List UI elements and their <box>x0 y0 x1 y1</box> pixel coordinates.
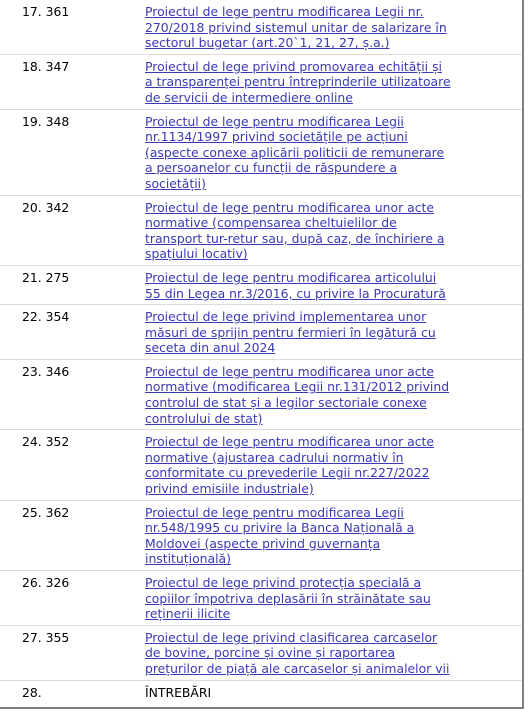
item-title-link[interactable]: Proiectul de lege pentru modificarea unor acte normative (modificarea Legii nr.131/2012 privind controlul de stat și a legilor sectoriale conexe controlului de stat) <box>145 363 450 426</box>
item-title-link[interactable]: Proiectul de lege pentru modificarea Legii nr.1134/1997 privind societățile pe acțiuni (aspecte conexe aplicării politicii de remunerare a persoanelor cu funcții de răspundere a societății) <box>145 113 445 191</box>
questions-heading: ÎNTREBĂRI <box>145 680 522 704</box>
agenda-row <box>0 500 522 570</box>
agenda-row <box>0 109 522 195</box>
agenda-row <box>0 0 522 54</box>
agenda-row-questions <box>0 680 522 704</box>
agenda-row <box>0 359 522 429</box>
item-number: 22. 354 <box>0 304 145 359</box>
agenda-row <box>0 429 522 499</box>
agenda-row <box>0 195 522 265</box>
agenda-row <box>0 625 522 680</box>
item-number: 27. 355 <box>0 625 145 680</box>
item-title-link[interactable]: Proiectul de lege privind protecția specială a copiilor împotriva deplasării în străinătate sau reținerii ilicite <box>145 575 431 622</box>
item-number: 21. 275 <box>0 265 145 304</box>
item-number: 20. 342 <box>0 195 145 265</box>
item-number: 25. 362 <box>0 500 145 570</box>
item-title-link[interactable]: Proiectul de lege pentru modificarea unor acte normative (ajustarea cadrului normativ în conformitate cu prevederile Legii nr.227/2022 privind emisiile industriale) <box>145 434 434 497</box>
agenda-row <box>0 265 522 304</box>
item-title-link[interactable]: Proiectul de lege pentru modificarea articolului 55 din Legea nr.3/2016, cu privire la Procuratură <box>145 269 446 301</box>
item-number: 19. 348 <box>0 109 145 195</box>
agenda-row <box>0 304 522 359</box>
item-title-link[interactable]: Proiectul de lege privind implementarea unor măsuri de sprijin pentru fermieri în legătură cu seceta din anul 2024 <box>145 309 436 356</box>
item-title-link[interactable]: Proiectul de lege pentru modificarea Legii nr.548/1995 cu privire la Banca Națională a Moldovei (aspecte privind guvernanța instituțională) <box>145 504 415 567</box>
agenda-row <box>0 570 522 625</box>
item-title-link[interactable]: Proiectul de lege pentru modificarea Legii nr. 270/2018 privind sistemul unitar de salarizare în sectorul bugetar (art.20`1, 21, 27, ș.a.) <box>145 4 447 51</box>
item-title-link[interactable]: Proiectul de lege privind clasificarea carcaselor de bovine, porcine și ovine și raportarea prețurilor de piață ale carcaselor și animalelor vii <box>145 629 450 676</box>
item-title-link[interactable]: Proiectul de lege privind promovarea echității și a transparenței pentru întreprinderile utilizatoare de servicii de intermediere online <box>145 58 451 105</box>
item-number: 18. 347 <box>0 54 145 109</box>
item-title-link[interactable]: Proiectul de lege pentru modificarea unor acte normative (compensarea cheltuielilor de transport tur-retur sau, după caz, de închiriere a spațiului locativ) <box>145 199 445 262</box>
agenda-row <box>0 54 522 109</box>
item-number: 24. 352 <box>0 429 145 499</box>
item-number: 28. <box>0 680 145 704</box>
item-number: 26. 326 <box>0 570 145 625</box>
item-number: 17. 361 <box>22 4 70 19</box>
item-number: 23. 346 <box>0 359 145 429</box>
